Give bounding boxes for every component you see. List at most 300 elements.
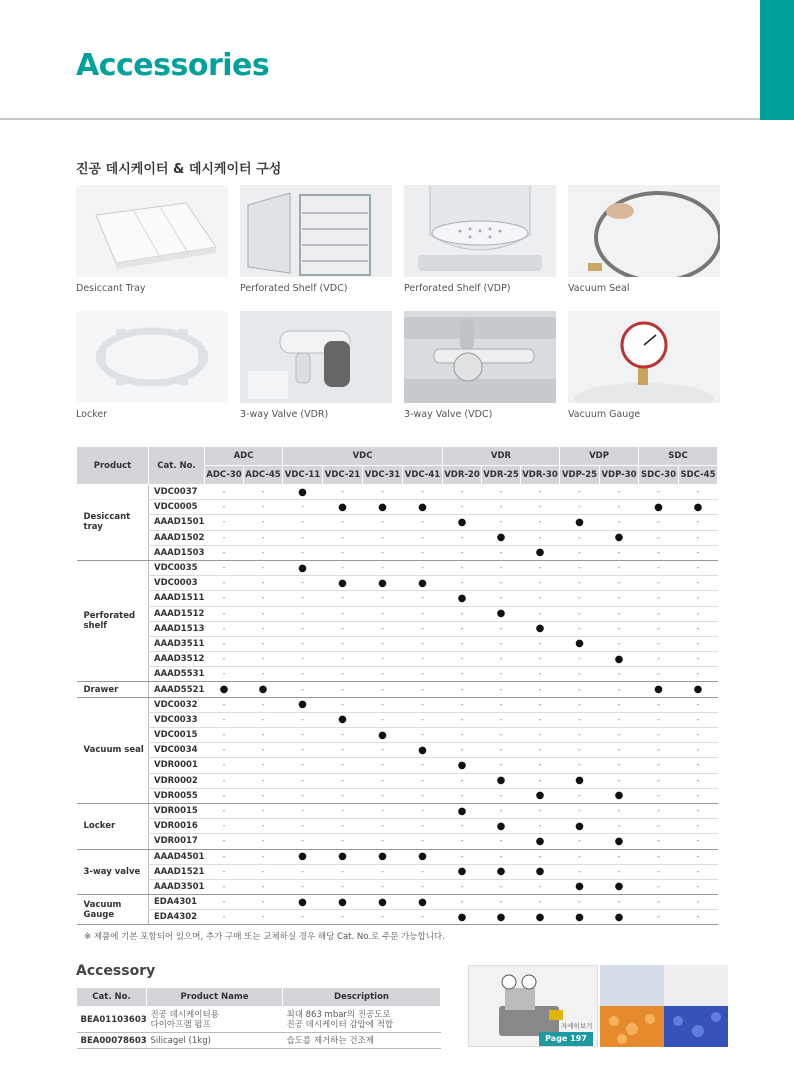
- model-header: VDC-21: [323, 466, 363, 485]
- group-header: VDC: [283, 447, 443, 466]
- empty-cell: -: [679, 728, 718, 743]
- empty-cell: -: [679, 895, 718, 910]
- empty-cell: -: [521, 819, 560, 834]
- empty-cell: -: [363, 621, 403, 636]
- empty-cell: -: [244, 849, 283, 864]
- empty-cell: -: [482, 728, 521, 743]
- cat-no: AAAD1503: [149, 545, 205, 560]
- empty-cell: -: [403, 652, 443, 667]
- empty-cell: -: [403, 621, 443, 636]
- compatible-dot: [244, 682, 283, 697]
- model-header: VDR-30: [521, 466, 560, 485]
- compatible-dot: [482, 530, 521, 545]
- empty-cell: -: [560, 682, 600, 697]
- empty-cell: -: [283, 834, 323, 849]
- dot-mark: ●: [575, 820, 584, 832]
- empty-cell: -: [283, 576, 323, 591]
- empty-cell: -: [283, 712, 323, 727]
- empty-cell: -: [244, 530, 283, 545]
- empty-cell: -: [283, 621, 323, 636]
- dot-mark: ●: [298, 486, 307, 498]
- table-row: [77, 591, 718, 606]
- table-row: [77, 712, 718, 727]
- empty-cell: -: [403, 545, 443, 560]
- empty-cell: -: [639, 667, 679, 682]
- empty-cell: -: [560, 667, 600, 682]
- table-row: [77, 682, 718, 697]
- table-row: [77, 621, 718, 636]
- compatible-dot: [403, 849, 443, 864]
- compatible-dot: [323, 576, 363, 591]
- empty-cell: -: [639, 485, 679, 500]
- gallery-item: [240, 311, 392, 420]
- empty-cell: -: [205, 606, 244, 621]
- empty-cell: -: [443, 636, 482, 651]
- empty-cell: -: [560, 788, 600, 803]
- cat-no: AAAD1521: [149, 864, 205, 879]
- empty-cell: -: [521, 743, 560, 758]
- empty-cell: -: [679, 485, 718, 500]
- acc-desc-header: Description: [283, 988, 441, 1007]
- empty-cell: -: [443, 652, 482, 667]
- empty-cell: -: [403, 758, 443, 773]
- empty-cell: -: [639, 712, 679, 727]
- cat-no: VDR0016: [149, 819, 205, 834]
- empty-cell: -: [679, 560, 718, 575]
- model-header: VDC-31: [363, 466, 403, 485]
- dot-mark: ●: [496, 608, 506, 620]
- table-row: [77, 652, 718, 667]
- compatible-dot: [521, 864, 560, 879]
- empty-cell: -: [639, 788, 679, 803]
- empty-cell: -: [403, 485, 443, 500]
- empty-cell: -: [679, 697, 718, 712]
- empty-cell: -: [205, 849, 244, 864]
- gallery-item: [240, 185, 392, 294]
- empty-cell: -: [639, 743, 679, 758]
- cat-no-header: Cat. No.: [149, 447, 205, 485]
- empty-cell: -: [323, 773, 363, 788]
- product-name: 3-way valve: [77, 849, 149, 895]
- empty-cell: -: [244, 728, 283, 743]
- empty-cell: -: [600, 560, 639, 575]
- empty-cell: -: [600, 728, 639, 743]
- dot-mark: ●: [535, 866, 545, 878]
- cat-no: AAAD5531: [149, 667, 205, 682]
- empty-cell: -: [244, 667, 283, 682]
- dot-mark: ●: [457, 759, 467, 771]
- product-promo[interactable]: [468, 965, 728, 1047]
- empty-cell: -: [323, 758, 363, 773]
- empty-cell: -: [323, 788, 363, 803]
- empty-cell: -: [363, 591, 403, 606]
- gallery-item: [568, 185, 720, 294]
- empty-cell: -: [244, 895, 283, 910]
- empty-cell: -: [679, 712, 718, 727]
- cat-no: EDA4302: [149, 910, 205, 925]
- dot-mark: ●: [457, 516, 467, 528]
- compatible-dot: [521, 545, 560, 560]
- dot-mark: ●: [457, 911, 467, 923]
- compatible-dot: [482, 819, 521, 834]
- compatible-dot: [443, 910, 482, 925]
- group-header: SDC: [639, 447, 718, 466]
- empty-cell: -: [244, 864, 283, 879]
- empty-cell: -: [482, 560, 521, 575]
- empty-cell: -: [482, 485, 521, 500]
- empty-cell: -: [679, 545, 718, 560]
- empty-cell: -: [443, 621, 482, 636]
- cat-no: EDA4301: [149, 895, 205, 910]
- empty-cell: -: [244, 773, 283, 788]
- dot-mark: ●: [378, 851, 387, 863]
- dot-mark: ●: [457, 805, 467, 817]
- dot-mark: ●: [614, 881, 624, 893]
- empty-cell: -: [679, 758, 718, 773]
- empty-cell: -: [639, 515, 679, 530]
- table-row: [77, 788, 718, 803]
- gallery-caption: Desiccant Tray: [76, 283, 146, 294]
- empty-cell: -: [639, 591, 679, 606]
- dot-mark: ●: [496, 820, 506, 832]
- acc-desc: 습도를 제거하는 건조제: [283, 1033, 441, 1049]
- empty-cell: -: [521, 712, 560, 727]
- dot-mark: ●: [298, 699, 307, 711]
- empty-cell: -: [244, 545, 283, 560]
- compatible-dot: [363, 728, 403, 743]
- empty-cell: -: [205, 758, 244, 773]
- empty-cell: -: [482, 621, 521, 636]
- empty-cell: -: [679, 636, 718, 651]
- empty-cell: -: [323, 515, 363, 530]
- empty-cell: -: [521, 728, 560, 743]
- empty-cell: -: [482, 712, 521, 727]
- empty-cell: -: [521, 758, 560, 773]
- empty-cell: -: [205, 485, 244, 500]
- empty-cell: -: [639, 895, 679, 910]
- empty-cell: -: [521, 560, 560, 575]
- empty-cell: -: [363, 819, 403, 834]
- dot-mark: ●: [575, 638, 584, 650]
- compatible-dot: [403, 743, 443, 758]
- empty-cell: -: [679, 576, 718, 591]
- empty-cell: -: [283, 728, 323, 743]
- empty-cell: -: [283, 545, 323, 560]
- empty-cell: -: [679, 834, 718, 849]
- cat-no: VDC0032: [149, 697, 205, 712]
- dot-mark: ●: [457, 592, 467, 604]
- empty-cell: -: [363, 879, 403, 894]
- empty-cell: -: [482, 895, 521, 910]
- gallery-item: [76, 311, 228, 420]
- dot-mark: ●: [378, 577, 387, 589]
- empty-cell: -: [403, 834, 443, 849]
- empty-cell: -: [363, 743, 403, 758]
- empty-cell: -: [639, 803, 679, 818]
- table-row: [77, 545, 718, 560]
- cat-no: AAAD1501: [149, 515, 205, 530]
- empty-cell: -: [521, 682, 560, 697]
- empty-cell: -: [639, 530, 679, 545]
- compatible-dot: [600, 834, 639, 849]
- empty-cell: -: [639, 879, 679, 894]
- cat-no: VDC0015: [149, 728, 205, 743]
- cat-no: VDR0015: [149, 803, 205, 818]
- empty-cell: -: [443, 667, 482, 682]
- empty-cell: -: [244, 697, 283, 712]
- table-row: [77, 667, 718, 682]
- gallery-caption: 3-way Valve (VDR): [240, 409, 329, 420]
- empty-cell: -: [639, 773, 679, 788]
- empty-cell: -: [639, 606, 679, 621]
- empty-cell: -: [482, 758, 521, 773]
- empty-cell: -: [283, 652, 323, 667]
- gallery-caption: Vacuum Seal: [568, 283, 630, 294]
- compatible-dot: [521, 910, 560, 925]
- empty-cell: -: [600, 500, 639, 515]
- empty-cell: -: [521, 652, 560, 667]
- empty-cell: -: [205, 530, 244, 545]
- empty-cell: -: [323, 591, 363, 606]
- empty-cell: -: [639, 697, 679, 712]
- empty-cell: -: [679, 773, 718, 788]
- empty-cell: -: [205, 743, 244, 758]
- empty-cell: -: [244, 576, 283, 591]
- compatible-dot: [323, 500, 363, 515]
- empty-cell: -: [482, 743, 521, 758]
- compatible-dot: [521, 788, 560, 803]
- empty-cell: -: [363, 834, 403, 849]
- empty-cell: -: [363, 560, 403, 575]
- empty-cell: -: [244, 515, 283, 530]
- empty-cell: -: [560, 530, 600, 545]
- empty-cell: -: [521, 485, 560, 500]
- dot-mark: ●: [654, 684, 663, 696]
- empty-cell: -: [403, 788, 443, 803]
- empty-cell: -: [205, 788, 244, 803]
- product-name: Drawer: [77, 682, 149, 697]
- empty-cell: -: [521, 591, 560, 606]
- empty-cell: -: [521, 697, 560, 712]
- empty-cell: -: [443, 849, 482, 864]
- empty-cell: -: [283, 636, 323, 651]
- empty-cell: -: [482, 879, 521, 894]
- empty-cell: -: [600, 773, 639, 788]
- compatible-dot: [560, 819, 600, 834]
- compatible-dot: [323, 895, 363, 910]
- dot-mark: ●: [258, 684, 268, 696]
- empty-cell: -: [323, 743, 363, 758]
- cat-no: AAAD1502: [149, 530, 205, 545]
- empty-cell: -: [521, 636, 560, 651]
- compatible-dot: [600, 530, 639, 545]
- empty-cell: -: [639, 560, 679, 575]
- table-row: [77, 1007, 441, 1033]
- empty-cell: -: [482, 803, 521, 818]
- compatible-dot: [443, 758, 482, 773]
- empty-cell: -: [639, 576, 679, 591]
- model-header: ADC-30: [205, 466, 244, 485]
- empty-cell: -: [363, 803, 403, 818]
- empty-cell: -: [323, 530, 363, 545]
- empty-cell: -: [363, 910, 403, 925]
- compatible-dot: [323, 849, 363, 864]
- dot-mark: ●: [418, 501, 427, 513]
- compatible-dot: [600, 788, 639, 803]
- cat-no: VDC0035: [149, 560, 205, 575]
- empty-cell: -: [443, 743, 482, 758]
- gallery-caption: Perforated Shelf (VDP): [404, 283, 511, 294]
- empty-cell: -: [560, 485, 600, 500]
- compatible-dot: [521, 834, 560, 849]
- empty-cell: -: [403, 910, 443, 925]
- dot-mark: ●: [535, 790, 545, 802]
- cat-no: VDR0055: [149, 788, 205, 803]
- acc-name: 진공 데시케이터용 다이아프램 펌프: [147, 1007, 283, 1033]
- empty-cell: -: [244, 743, 283, 758]
- empty-cell: -: [639, 849, 679, 864]
- compatible-dot: [482, 606, 521, 621]
- empty-cell: -: [205, 652, 244, 667]
- empty-cell: -: [560, 834, 600, 849]
- dot-mark: ●: [496, 532, 506, 544]
- empty-cell: -: [363, 515, 403, 530]
- empty-cell: -: [283, 500, 323, 515]
- empty-cell: -: [205, 545, 244, 560]
- compatible-dot: [560, 515, 600, 530]
- table-row: [77, 515, 718, 530]
- gallery-caption: 3-way Valve (VDC): [404, 409, 493, 420]
- product-header: Product: [77, 447, 149, 485]
- empty-cell: -: [600, 606, 639, 621]
- perforated-shelf-vdp-image: [404, 185, 556, 277]
- empty-cell: -: [482, 682, 521, 697]
- page-link[interactable]: Page 197: [539, 1032, 593, 1046]
- empty-cell: -: [244, 606, 283, 621]
- acc-name: Silicagel (1kg): [147, 1033, 283, 1049]
- dot-mark: ●: [457, 866, 467, 878]
- compatible-dot: [600, 910, 639, 925]
- empty-cell: -: [600, 485, 639, 500]
- empty-cell: -: [482, 500, 521, 515]
- empty-cell: -: [443, 560, 482, 575]
- empty-cell: -: [560, 545, 600, 560]
- empty-cell: -: [639, 545, 679, 560]
- empty-cell: -: [403, 819, 443, 834]
- empty-cell: -: [363, 773, 403, 788]
- section-subtitle: 진공 데시케이터 & 데시케이터 구성: [76, 162, 282, 177]
- empty-cell: -: [283, 667, 323, 682]
- model-header: SDC-45: [679, 466, 718, 485]
- empty-cell: -: [283, 743, 323, 758]
- dot-mark: ●: [219, 684, 229, 696]
- gallery-caption: Vacuum Gauge: [568, 409, 641, 420]
- empty-cell: -: [560, 728, 600, 743]
- empty-cell: -: [403, 636, 443, 651]
- table-row: [77, 849, 718, 864]
- dot-mark: ●: [338, 577, 347, 589]
- dot-mark: ●: [614, 532, 624, 544]
- dot-mark: ●: [575, 911, 584, 923]
- dot-mark: ●: [496, 911, 506, 923]
- empty-cell: -: [482, 545, 521, 560]
- empty-cell: -: [482, 834, 521, 849]
- cat-no: AAAD1511: [149, 591, 205, 606]
- compatible-dot: [283, 485, 323, 500]
- dot-mark: ●: [614, 653, 624, 665]
- empty-cell: -: [560, 803, 600, 818]
- empty-cell: -: [205, 819, 244, 834]
- empty-cell: -: [482, 697, 521, 712]
- empty-cell: -: [521, 879, 560, 894]
- empty-cell: -: [639, 758, 679, 773]
- empty-cell: -: [560, 591, 600, 606]
- empty-cell: -: [679, 652, 718, 667]
- empty-cell: -: [443, 485, 482, 500]
- empty-cell: -: [323, 803, 363, 818]
- empty-cell: -: [244, 819, 283, 834]
- table-row: [77, 879, 718, 894]
- empty-cell: -: [283, 788, 323, 803]
- dot-mark: ●: [378, 896, 387, 908]
- acc-cat: BEA01103603: [77, 1007, 147, 1033]
- compatible-dot: [679, 500, 718, 515]
- empty-cell: -: [560, 606, 600, 621]
- empty-cell: -: [600, 621, 639, 636]
- empty-cell: -: [205, 728, 244, 743]
- empty-cell: -: [283, 591, 323, 606]
- compatible-dot: [323, 712, 363, 727]
- acc-name-header: Product Name: [147, 988, 283, 1007]
- empty-cell: -: [600, 667, 639, 682]
- empty-cell: -: [323, 864, 363, 879]
- pump-image: [468, 965, 598, 1047]
- compatible-dot: [639, 500, 679, 515]
- compatible-dot: [443, 864, 482, 879]
- empty-cell: -: [560, 697, 600, 712]
- empty-cell: -: [560, 576, 600, 591]
- empty-cell: -: [443, 545, 482, 560]
- table-row: [77, 773, 718, 788]
- empty-cell: -: [244, 636, 283, 651]
- empty-cell: -: [244, 788, 283, 803]
- table-row: [77, 758, 718, 773]
- dot-mark: ●: [693, 501, 703, 513]
- compatible-dot: [482, 864, 521, 879]
- compatible-dot: [363, 895, 403, 910]
- empty-cell: -: [283, 819, 323, 834]
- empty-cell: -: [363, 606, 403, 621]
- compatible-dot: [521, 621, 560, 636]
- empty-cell: -: [521, 530, 560, 545]
- empty-cell: -: [600, 895, 639, 910]
- desiccant-tray-image: [76, 185, 228, 277]
- acc-cat: BEA00078603: [77, 1033, 147, 1049]
- empty-cell: -: [560, 712, 600, 727]
- compatible-dot: [443, 591, 482, 606]
- page-title: Accessories: [76, 48, 270, 83]
- vacuum-seal-image: [568, 185, 720, 277]
- table-row: [77, 910, 718, 925]
- empty-cell: -: [600, 576, 639, 591]
- empty-cell: -: [600, 682, 639, 697]
- empty-cell: -: [323, 682, 363, 697]
- empty-cell: -: [403, 515, 443, 530]
- empty-cell: -: [521, 606, 560, 621]
- empty-cell: -: [363, 485, 403, 500]
- table-row: [77, 819, 718, 834]
- empty-cell: -: [679, 849, 718, 864]
